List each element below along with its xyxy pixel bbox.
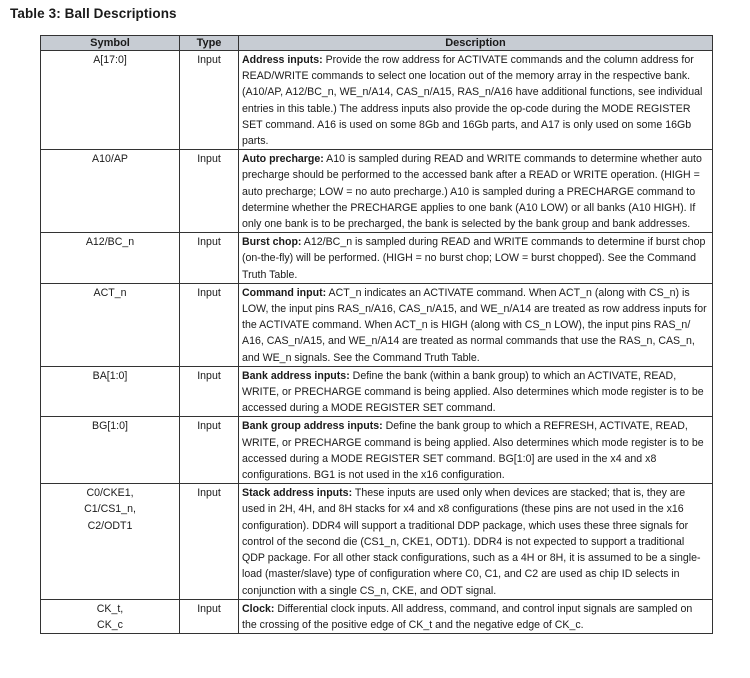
symbol-cell: C0/CKE1, C1/CS1_n, C2/ODT1 — [41, 484, 180, 599]
table-row — [41, 233, 713, 284]
type-cell: Input — [180, 51, 239, 150]
type-cell: Input — [180, 599, 239, 633]
description-label: Auto precharge: — [242, 153, 324, 166]
description-cell — [239, 233, 713, 284]
table-row — [41, 283, 713, 366]
description-text: Define the bank (within a bank group) to which an ACTIVATE, READ, WRITE, or PRECHARGE command is being applied. Also determines which mode register is to be accessed during a MODE REGISTER SET command. — [242, 369, 704, 415]
type-cell: Input — [180, 417, 239, 484]
description-label: Command input: — [242, 286, 327, 299]
description-text: Define the bank group to which a REFRESH, ACTIVATE, READ, WRITE, or PRECHARGE command is being applied. Also determines which mode register is to be accessed during a MODE REGISTER SET command. BG[1:0] are used in the x4 and x8 configurations. BG1 is not used in the x16 configuration. — [242, 420, 704, 482]
description-text: Provide the row address for ACTIVATE commands and the column address for READ/WRITE commands to select one location out of the memory array in the respective bank. (A10/AP, A12/BC_n, WE_n/A14, CAS_n/A15, RAS_n/A16 have additional functions, see individual entries in this table.) The address inputs also provide the op-code during the MODE REGISTER SET command. A16 is used on some 8Gb and 16Gb parts, and A17 is only used on some 16Gb parts. — [242, 54, 703, 148]
description-label: Bank address inputs: — [242, 369, 350, 382]
table-row — [41, 150, 713, 233]
table-row — [41, 366, 713, 417]
type-cell: Input — [180, 233, 239, 284]
table-row — [41, 417, 713, 484]
symbol-cell: A12/BC_n — [41, 233, 180, 284]
type-cell: Input — [180, 150, 239, 233]
description-text: A12/BC_n is sampled during READ and WRITE commands to determine if burst chop (on-the-fly) will be performed. (HIGH = no burst chop; LOW = burst chopped). See the Command Truth Table. — [242, 236, 706, 281]
description-label: Bank group address inputs: — [242, 420, 383, 433]
description-label: Address inputs: — [242, 54, 323, 66]
description-text: A10 is sampled during READ and WRITE commands to determine whether auto precharge should be performed to the accessed bank after a READ or WRITE operation. (HIGH = auto precharge; LOW = no auto precharge.) A10 is sampled during a PRECHARGE command to determine whether the PRECHARGE applies to one bank (A10 LOW) or all banks (A10 HIGH). If only one bank is to be precharged, the bank is selected by the bank group and bank addresses. — [242, 153, 702, 231]
type-cell: Input — [180, 283, 239, 366]
ball-descriptions-table — [40, 35, 713, 634]
description-cell — [239, 51, 713, 150]
type-cell: Input — [180, 366, 239, 417]
description-cell — [239, 599, 713, 633]
description-cell — [239, 150, 713, 233]
table-row — [41, 484, 713, 599]
type-cell: Input — [180, 484, 239, 599]
symbol-cell: CK_t, CK_c — [41, 599, 180, 633]
table-row — [41, 599, 713, 633]
description-cell — [239, 484, 713, 599]
header-type: Type — [180, 36, 239, 51]
symbol-cell: A[17:0] — [41, 51, 180, 150]
description-label: Stack address inputs: — [242, 487, 353, 500]
header-row — [41, 36, 713, 51]
table-row — [41, 51, 713, 150]
description-cell — [239, 417, 713, 484]
symbol-cell: BA[1:0] — [41, 366, 180, 417]
symbol-cell: ACT_n — [41, 283, 180, 366]
description-text: These inputs are used only when devices are stacked; that is, they are used in 2H, 4H, and 8H stacks for x4 and x8 configurations (these pins are not used in the x16 configuration). DDR4 will support a traditional DDP package, which uses these three signals for control of the second die (CS1_n, CKE1, ODT1). DDR4 is not expected to support a traditional QDP package. For all other stack configurations, such as a 4H or 8H, it is assumed to be a single-load (master/slave) type of configuration where C0, C1, and C2 are used as chip ID selects in conjunction with a single CS_n, CKE, and ODT signal. — [242, 487, 701, 597]
table-title: Table 3: Ball Descriptions — [10, 6, 177, 21]
description-cell — [239, 283, 713, 366]
description-cell — [239, 366, 713, 417]
description-label: Burst chop: — [242, 236, 302, 249]
description-text: Differential clock inputs. All address, command, and control input signals are sampled on the crossing of the positive edge of CK_t and the negative edge of CK_c. — [242, 602, 693, 631]
symbol-cell: BG[1:0] — [41, 417, 180, 484]
header-description: Description — [239, 36, 713, 51]
description-label: Clock: — [242, 602, 275, 615]
description-text: ACT_n indicates an ACTIVATE command. When ACT_n (along with CS_n) is LOW, the input pins RAS_n/A16, CAS_n/A15, and WE_n/A14 are treated as row address inputs for the ACTIVATE command. When ACT_n is HIGH (along with CS_n LOW), the input pins RAS_n/ A16, CAS_n/A15, and WE_n/A14 are treated as normal commands that use the RAS_n, CAS_n, and WE_n signals. See the Command Truth Table. — [242, 286, 707, 364]
header-symbol: Symbol — [41, 36, 180, 51]
symbol-cell: A10/AP — [41, 150, 180, 233]
